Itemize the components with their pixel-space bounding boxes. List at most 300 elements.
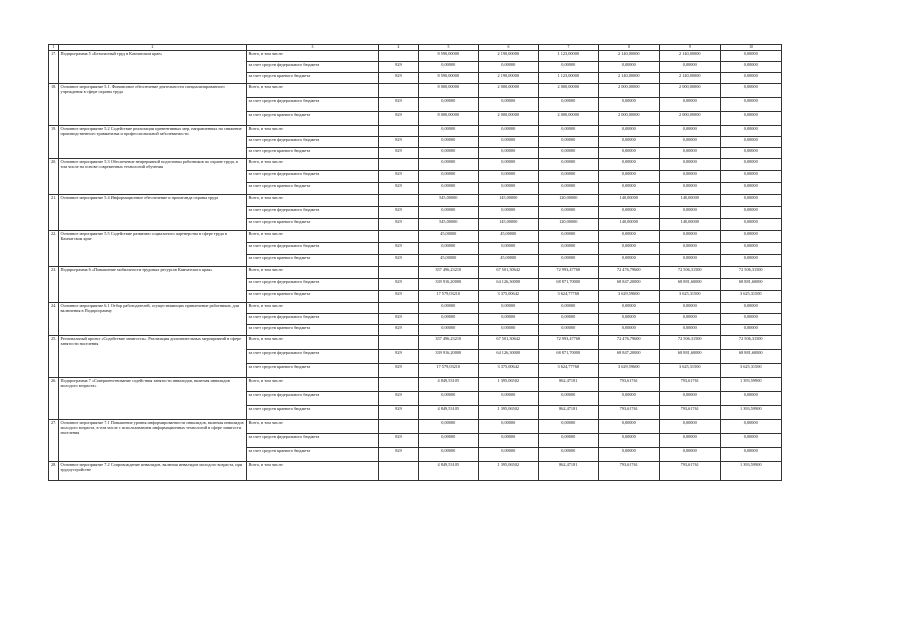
amount-cell: 2 140,00000 [660, 51, 721, 62]
amount-cell: 545,00000 [419, 219, 479, 231]
amount-cell: 2 000,00000 [479, 112, 539, 126]
budget-code: 829 [379, 183, 419, 195]
amount-cell: 0,00000 [721, 98, 782, 112]
amount-cell: 0,00000 [479, 126, 539, 137]
column-header: 7 [539, 45, 599, 51]
budget-code: 829 [379, 291, 419, 303]
row-number: 19. [49, 126, 59, 159]
table-row [49, 303, 782, 314]
funding-source: Всего, в том числе: [247, 267, 379, 279]
program-name: Основное мероприятие 7.2 Сопровождение инвалидов, включая инвалидов молодого возраста, при трудоустройстве [59, 462, 247, 481]
table-row [49, 195, 782, 207]
funding-source: за счет средств краевого бюджета [247, 364, 379, 378]
amount-cell: 0,00000 [721, 434, 782, 448]
funding-source: за счет средств федерального бюджета [247, 62, 379, 73]
amount-cell: 545,00000 [419, 195, 479, 207]
amount-cell: 1 393,59900 [721, 406, 782, 420]
amount-cell: 0,00000 [419, 420, 479, 434]
amount-cell: 3 375,00642 [479, 364, 539, 378]
amount-cell: 2 000,00000 [539, 84, 599, 98]
amount-cell: 0,00000 [660, 98, 721, 112]
amount-cell: 0,00000 [721, 448, 782, 462]
amount-cell: 0,00000 [660, 148, 721, 159]
amount-cell: 3 375,00642 [479, 291, 539, 303]
amount-cell: 0,00000 [479, 159, 539, 171]
amount-cell: 357 496,23210 [419, 267, 479, 279]
amount-cell: 0,00000 [479, 207, 539, 219]
amount-cell: 2 000,00000 [599, 112, 660, 126]
amount-cell: 3 625,31500 [660, 291, 721, 303]
row-number: 18. [49, 84, 59, 126]
amount-cell: 0,00000 [660, 243, 721, 255]
amount-cell: 0,00000 [660, 231, 721, 243]
amount-cell: 0,00000 [599, 148, 660, 159]
funding-source: за счет средств краевого бюджета [247, 448, 379, 462]
amount-cell: 0,00000 [599, 243, 660, 255]
amount-cell: 0,00000 [599, 448, 660, 462]
amount-cell: 68 881,60000 [660, 279, 721, 291]
amount-cell: 0,00000 [539, 392, 599, 406]
column-header: 3 [247, 45, 379, 51]
funding-source: Всего, в том числе: [247, 51, 379, 62]
amount-cell: 0,00000 [660, 126, 721, 137]
budget-code: 829 [379, 148, 419, 159]
funding-source: за счет средств краевого бюджета [247, 73, 379, 84]
budget-code [379, 231, 419, 243]
amount-cell: 357 496,23210 [419, 336, 479, 350]
amount-cell: 0,00000 [599, 325, 660, 336]
funding-source: за счет средств федерального бюджета [247, 350, 379, 364]
table-row [49, 267, 782, 279]
amount-cell: 793,61761 [660, 462, 721, 481]
funding-source: за счет средств краевого бюджета [247, 112, 379, 126]
amount-cell: 0,00000 [599, 159, 660, 171]
amount-cell: 0,00000 [479, 325, 539, 336]
amount-cell: 45,00000 [479, 255, 539, 267]
funding-source: за счет средств федерального бюджета [247, 207, 379, 219]
row-number: 25. [49, 336, 59, 378]
amount-cell: 0,00000 [539, 325, 599, 336]
amount-cell: 0,00000 [539, 62, 599, 73]
funding-source: за счет средств федерального бюджета [247, 98, 379, 112]
amount-cell: 0,00000 [660, 434, 721, 448]
amount-cell: 72 506,31500 [660, 267, 721, 279]
amount-cell: 0,00000 [721, 392, 782, 406]
amount-cell: 120,00000 [539, 195, 599, 207]
amount-cell: 8 590,00000 [419, 73, 479, 84]
amount-cell: 0,00000 [660, 137, 721, 148]
amount-cell: 0,00000 [721, 207, 782, 219]
funding-source: за счет средств федерального бюджета [247, 392, 379, 406]
budget-code: 829 [379, 137, 419, 148]
amount-cell: 1 395,06502 [479, 406, 539, 420]
amount-cell: 0,00000 [539, 448, 599, 462]
program-name: Основное мероприятие 5.5 Содействие развитию социального партнерства в сфере труда в Камчатском крае [59, 231, 247, 267]
amount-cell: 72 506,31500 [660, 336, 721, 350]
amount-cell: 72 993,47768 [539, 267, 599, 279]
amount-cell: 0,00000 [599, 126, 660, 137]
column-header: 5 [419, 45, 479, 51]
amount-cell: 0,00000 [660, 392, 721, 406]
amount-cell: 68 847,20000 [599, 350, 660, 364]
funding-source: за счет средств федерального бюджета [247, 171, 379, 183]
amount-cell: 0,00000 [721, 137, 782, 148]
amount-cell: 0,00000 [479, 303, 539, 314]
amount-cell: 2 140,00000 [599, 73, 660, 84]
column-header: 8 [599, 45, 660, 51]
amount-cell: 0,00000 [539, 148, 599, 159]
amount-cell: 0,00000 [721, 148, 782, 159]
column-header: 10 [721, 45, 782, 51]
budget-code: 829 [379, 364, 419, 378]
amount-cell: 0,00000 [419, 159, 479, 171]
amount-cell: 2 000,00000 [539, 112, 599, 126]
amount-cell: 64 126,30000 [479, 350, 539, 364]
funding-source: за счет средств краевого бюджета [247, 406, 379, 420]
budget-code: 829 [379, 243, 419, 255]
amount-cell: 2 140,00000 [660, 73, 721, 84]
table-row [49, 84, 782, 98]
amount-cell: 0,00000 [721, 231, 782, 243]
amount-cell: 0,00000 [539, 243, 599, 255]
column-header: 9 [660, 45, 721, 51]
amount-cell: 45,00000 [419, 255, 479, 267]
budget-code [379, 378, 419, 392]
amount-cell: 0,00000 [599, 183, 660, 195]
budget-code [379, 303, 419, 314]
amount-cell: 862,47181 [539, 462, 599, 481]
amount-cell: 4 849,53105 [419, 462, 479, 481]
amount-cell: 72 506,31500 [721, 336, 782, 350]
amount-cell: 72 993,47768 [539, 336, 599, 350]
amount-cell: 0,00000 [660, 159, 721, 171]
funding-source: Всего, в том числе: [247, 336, 379, 350]
funding-source: Всего, в том числе: [247, 126, 379, 137]
amount-cell: 140,00000 [599, 219, 660, 231]
amount-cell: 0,00000 [599, 98, 660, 112]
amount-cell: 0,00000 [479, 392, 539, 406]
amount-cell: 0,00000 [599, 314, 660, 325]
funding-source: Всего, в том числе: [247, 303, 379, 314]
row-number: 28. [49, 462, 59, 481]
funding-source: за счет средств федерального бюджета [247, 243, 379, 255]
amount-cell: 67 501,30642 [479, 267, 539, 279]
funding-source: Всего, в том числе: [247, 231, 379, 243]
column-header: 6 [479, 45, 539, 51]
amount-cell: 0,00000 [599, 392, 660, 406]
amount-cell: 67 501,30642 [479, 336, 539, 350]
budget-code [379, 84, 419, 98]
program-name: Основное мероприятие 5.1. Финансовое обеспечение деятельности специализированного учреждения в сфере охраны труда [59, 84, 247, 126]
amount-cell: 0,00000 [539, 171, 599, 183]
budget-code: 829 [379, 112, 419, 126]
amount-cell: 72 476,79600 [599, 336, 660, 350]
amount-cell: 793,61761 [660, 406, 721, 420]
budget-code [379, 126, 419, 137]
amount-cell: 145,00000 [479, 195, 539, 207]
amount-cell: 0,00000 [539, 137, 599, 148]
amount-cell: 0,00000 [539, 303, 599, 314]
budget-code [379, 336, 419, 350]
amount-cell: 0,00000 [479, 171, 539, 183]
table-row [49, 378, 782, 392]
amount-cell: 145,00000 [479, 219, 539, 231]
amount-cell: 0,00000 [539, 126, 599, 137]
budget-code [379, 195, 419, 207]
amount-cell: 793,61761 [599, 462, 660, 481]
budget-code: 829 [379, 207, 419, 219]
budget-code: 829 [379, 255, 419, 267]
amount-cell: 0,00000 [419, 314, 479, 325]
funding-source: Всего, в том числе: [247, 159, 379, 171]
amount-cell: 0,00000 [419, 392, 479, 406]
amount-cell: 8 590,00000 [419, 51, 479, 62]
amount-cell: 68 881,60000 [721, 350, 782, 364]
amount-cell: 0,00000 [599, 137, 660, 148]
amount-cell: 0,00000 [479, 434, 539, 448]
amount-cell: 0,00000 [419, 126, 479, 137]
amount-cell: 0,00000 [660, 255, 721, 267]
column-header: 1 [49, 45, 59, 51]
funding-source: за счет средств федерального бюджета [247, 279, 379, 291]
funding-source: за счет средств краевого бюджета [247, 183, 379, 195]
amount-cell: 0,00000 [419, 325, 479, 336]
amount-cell: 0,00000 [479, 98, 539, 112]
amount-cell: 17 579,03210 [419, 291, 479, 303]
amount-cell: 0,00000 [721, 420, 782, 434]
amount-cell: 0,00000 [539, 159, 599, 171]
amount-cell: 0,00000 [660, 314, 721, 325]
amount-cell: 0,00000 [599, 434, 660, 448]
amount-cell: 45,00000 [419, 231, 479, 243]
amount-cell: 4 849,53105 [419, 378, 479, 392]
table-row [49, 231, 782, 243]
amount-cell: 140,00000 [599, 195, 660, 207]
amount-cell: 0,00000 [599, 420, 660, 434]
amount-cell: 45,00000 [479, 231, 539, 243]
amount-cell: 0,00000 [539, 420, 599, 434]
amount-cell: 0,00000 [721, 126, 782, 137]
amount-cell: 0,00000 [599, 171, 660, 183]
table-row [49, 159, 782, 171]
budget-code: 829 [379, 219, 419, 231]
amount-cell: 0,00000 [539, 314, 599, 325]
amount-cell: 0,00000 [721, 325, 782, 336]
amount-cell: 0,00000 [599, 255, 660, 267]
amount-cell: 793,61761 [660, 378, 721, 392]
funding-source: за счет средств краевого бюджета [247, 255, 379, 267]
amount-cell: 793,61761 [599, 378, 660, 392]
row-number: 17. [49, 51, 59, 84]
amount-cell: 0,00000 [721, 243, 782, 255]
amount-cell: 0,00000 [721, 314, 782, 325]
amount-cell: 2 000,00000 [479, 84, 539, 98]
amount-cell: 3 629,59600 [599, 364, 660, 378]
amount-cell: 0,00000 [539, 255, 599, 267]
budget-code [379, 267, 419, 279]
amount-cell: 140,00000 [660, 219, 721, 231]
amount-cell: 0,00000 [539, 207, 599, 219]
budget-code: 829 [379, 314, 419, 325]
amount-cell: 8 000,00000 [419, 112, 479, 126]
amount-cell: 68 847,20000 [599, 279, 660, 291]
amount-cell: 0,00000 [660, 448, 721, 462]
amount-cell: 68 881,60000 [721, 279, 782, 291]
amount-cell: 0,00000 [660, 325, 721, 336]
amount-cell: 0,00000 [660, 62, 721, 73]
amount-cell: 0,00000 [539, 183, 599, 195]
amount-cell: 68 871,70000 [539, 279, 599, 291]
column-header: 2 [59, 45, 247, 51]
amount-cell: 0,00000 [539, 98, 599, 112]
amount-cell: 2 140,00000 [599, 51, 660, 62]
funding-source: Всего, в том числе: [247, 84, 379, 98]
program-name: Основное мероприятие 6.1 Отбор работодателей, осуществляющих привлечение работников, для включения в Подпрограмму [59, 303, 247, 336]
amount-cell: 0,00000 [479, 243, 539, 255]
funding-source: Всего, в том числе: [247, 195, 379, 207]
amount-cell: 0,00000 [721, 195, 782, 207]
funding-source: Всего, в том числе: [247, 378, 379, 392]
row-number: 24. [49, 303, 59, 336]
amount-cell: 0,00000 [660, 420, 721, 434]
amount-cell: 0,00000 [660, 207, 721, 219]
amount-cell: 862,47181 [539, 406, 599, 420]
amount-cell: 0,00000 [419, 183, 479, 195]
program-name: Основное мероприятие 5.4 Информационное обеспечение и пропаганда охраны труда [59, 195, 247, 231]
funding-source: Всего, в том числе: [247, 462, 379, 481]
amount-cell: 68 871,70000 [539, 350, 599, 364]
amount-cell: 3 625,31500 [660, 364, 721, 378]
amount-cell: 1 123,00000 [539, 73, 599, 84]
budget-code: 829 [379, 406, 419, 420]
funding-source: за счет средств федерального бюджета [247, 434, 379, 448]
table-row [49, 420, 782, 434]
table-row [49, 462, 782, 481]
amount-cell: 0,00000 [660, 183, 721, 195]
amount-cell: 0,00000 [419, 303, 479, 314]
amount-cell: 0,00000 [721, 84, 782, 98]
amount-cell: 0,00000 [479, 420, 539, 434]
amount-cell: 339 916,20000 [419, 350, 479, 364]
amount-cell: 0,00000 [721, 73, 782, 84]
column-header: 4 [379, 45, 419, 51]
amount-cell: 0,00000 [539, 434, 599, 448]
row-number: 22. [49, 231, 59, 267]
amount-cell: 0,00000 [419, 62, 479, 73]
amount-cell: 2 190,00000 [479, 51, 539, 62]
budget-code: 829 [379, 434, 419, 448]
row-number: 23. [49, 267, 59, 303]
budget-code: 829 [379, 448, 419, 462]
amount-cell: 0,00000 [721, 171, 782, 183]
amount-cell: 0,00000 [479, 137, 539, 148]
amount-cell: 0,00000 [721, 255, 782, 267]
row-number: 27. [49, 420, 59, 462]
amount-cell: 0,00000 [479, 183, 539, 195]
row-number: 26. [49, 378, 59, 420]
budget-code: 829 [379, 325, 419, 336]
amount-cell: 1 123,00000 [539, 51, 599, 62]
amount-cell: 72 476,79600 [599, 267, 660, 279]
amount-cell: 0,00000 [419, 207, 479, 219]
amount-cell: 17 579,03210 [419, 364, 479, 378]
amount-cell: 0,00000 [419, 98, 479, 112]
program-name: Региональный проект «Содействие занятости». Реализация дополнительных мероприятий в сфере занятости населения [59, 336, 247, 378]
amount-cell: 0,00000 [419, 243, 479, 255]
amount-cell: 68 881,60000 [660, 350, 721, 364]
amount-cell: 3 625,31500 [721, 364, 782, 378]
amount-cell: 0,00000 [419, 171, 479, 183]
budget-code: 829 [379, 62, 419, 73]
funding-source: за счет средств краевого бюджета [247, 219, 379, 231]
amount-cell: 0,00000 [419, 137, 479, 148]
amount-cell: 2 190,00000 [479, 73, 539, 84]
table-row [49, 51, 782, 62]
amount-cell: 0,00000 [539, 231, 599, 243]
funding-source: за счет средств краевого бюджета [247, 148, 379, 159]
table-row [49, 336, 782, 350]
amount-cell: 0,00000 [721, 51, 782, 62]
amount-cell: 0,00000 [721, 219, 782, 231]
row-number: 20. [49, 159, 59, 195]
amount-cell: 0,00000 [721, 183, 782, 195]
program-name: Подпрограмма 5 «Безопасный труд в Камчатском крае» [59, 51, 247, 84]
amount-cell: 1 393,59900 [721, 378, 782, 392]
budget-code: 829 [379, 171, 419, 183]
budget-code [379, 420, 419, 434]
budget-code: 829 [379, 73, 419, 84]
program-name: Подпрограмма 6 «Повышение мобильности трудовых ресурсов Камчатского края» [59, 267, 247, 303]
budget-code [379, 159, 419, 171]
amount-cell: 0,00000 [419, 434, 479, 448]
amount-cell: 140,00000 [660, 195, 721, 207]
program-name: Подпрограмма 7 «Совершенствование содействия занятости инвалидов, включая инвалидов молодого возраста» [59, 378, 247, 420]
amount-cell: 0,00000 [660, 303, 721, 314]
amount-cell: 0,00000 [660, 171, 721, 183]
amount-cell: 1 395,06502 [479, 462, 539, 481]
amount-cell: 120,00000 [539, 219, 599, 231]
amount-cell: 64 126,30000 [479, 279, 539, 291]
budget-code: 829 [379, 98, 419, 112]
amount-cell: 3 625,31500 [721, 291, 782, 303]
amount-cell: 72 506,31500 [721, 267, 782, 279]
budget-table [48, 44, 782, 481]
amount-cell: 0,00000 [721, 62, 782, 73]
funding-source: за счет средств краевого бюджета [247, 291, 379, 303]
amount-cell: 0,00000 [599, 62, 660, 73]
amount-cell: 0,00000 [599, 303, 660, 314]
funding-source: за счет средств федерального бюджета [247, 314, 379, 325]
funding-source: за счет средств федерального бюджета [247, 137, 379, 148]
budget-code: 829 [379, 392, 419, 406]
amount-cell: 1 393,59900 [721, 462, 782, 481]
funding-source: Всего, в том числе: [247, 420, 379, 434]
program-name: Основное мероприятие 7.1 Повышение уровня информированности инвалидов, включая инвалидов молодого возраста, в том числе с использованием информационных технологий в сфере занятости населения [59, 420, 247, 462]
amount-cell: 2 000,00000 [660, 84, 721, 98]
amount-cell: 3 624,77768 [539, 291, 599, 303]
amount-cell: 0,00000 [721, 303, 782, 314]
amount-cell: 0,00000 [479, 148, 539, 159]
budget-code: 829 [379, 279, 419, 291]
amount-cell: 0,00000 [479, 62, 539, 73]
program-name: Основное мероприятие 5.3 Обеспечение непрерывной подготовки работников по охране труда, в том числе на основе современных технологий обучения [59, 159, 247, 195]
amount-cell: 0,00000 [419, 448, 479, 462]
amount-cell: 0,00000 [599, 231, 660, 243]
amount-cell: 2 000,00000 [599, 84, 660, 98]
amount-cell: 4 849,53105 [419, 406, 479, 420]
amount-cell: 793,61761 [599, 406, 660, 420]
amount-cell: 1 395,06502 [479, 378, 539, 392]
